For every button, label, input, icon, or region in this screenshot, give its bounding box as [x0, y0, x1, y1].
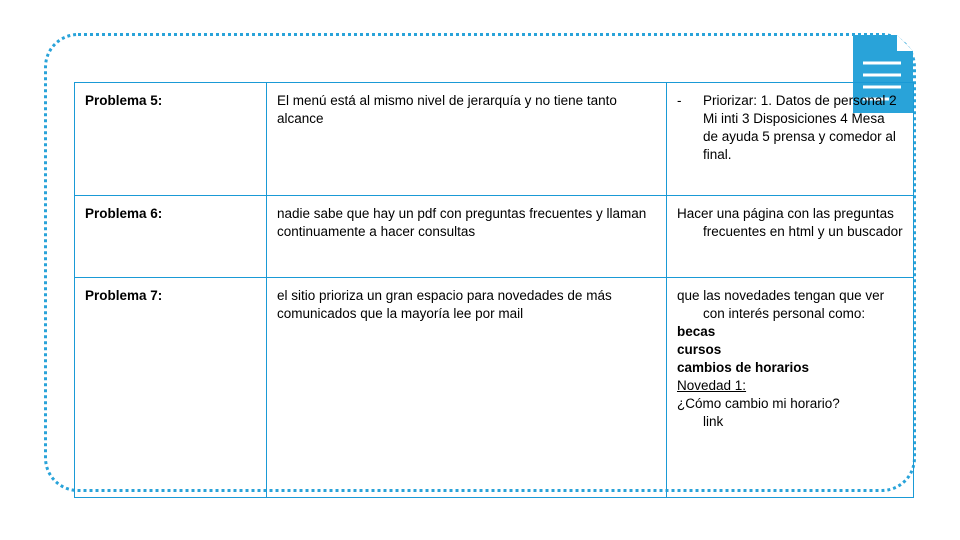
- solution-item-cursos: cursos: [677, 341, 722, 357]
- solution-intro: que las novedades tengan que ver con interés personal como:: [677, 288, 885, 321]
- solution-link: link: [703, 413, 724, 429]
- problem-table-container: [74, 82, 903, 498]
- problem-solution: Hacer una página con las preguntas frecuentes en html y un buscador: [677, 206, 903, 239]
- solution-item-becas: becas: [677, 323, 716, 339]
- table-row: [75, 196, 914, 278]
- bullet-dash: -: [677, 93, 682, 108]
- problem-label-cell: [75, 196, 267, 278]
- problem-label: Problema 6:: [85, 206, 163, 221]
- problem-description: nadie sabe que hay un pdf con preguntas frecuentes y llaman continuamente a hacer consultas: [277, 206, 647, 239]
- table-row: [75, 83, 914, 196]
- solution-question: ¿Cómo cambio mi horario?: [677, 395, 840, 411]
- problem-solution: Priorizar: 1. Datos de personal 2 Mi inti 3 Disposiciones 4 Mesa de ayuda 5 prensa y comedor al final.: [703, 93, 897, 162]
- problem-label: Problema 7:: [85, 288, 163, 303]
- problem-label-cell: [75, 83, 267, 196]
- problem-description-cell: [267, 196, 667, 278]
- problem-description: el sitio prioriza un gran espacio para novedades de más comunicados que la mayoría lee por mail: [277, 288, 612, 321]
- problem-table: [74, 82, 914, 498]
- problem-solution-cell: [667, 278, 914, 498]
- problem-description: El menú está al mismo nivel de jerarquía y no tiene tanto alcance: [277, 93, 617, 126]
- table-row: [75, 278, 914, 498]
- problem-label-cell: [75, 278, 267, 498]
- problem-label: Problema 5:: [85, 93, 163, 108]
- solution-item-cambios-de-horarios: cambios de horarios: [677, 359, 810, 375]
- problem-solution-cell: [667, 83, 914, 196]
- problem-description-cell: [267, 278, 667, 498]
- solution-heading-novedad: Novedad 1:: [677, 377, 747, 393]
- problem-description-cell: [267, 83, 667, 196]
- problem-solution-cell: [667, 196, 914, 278]
